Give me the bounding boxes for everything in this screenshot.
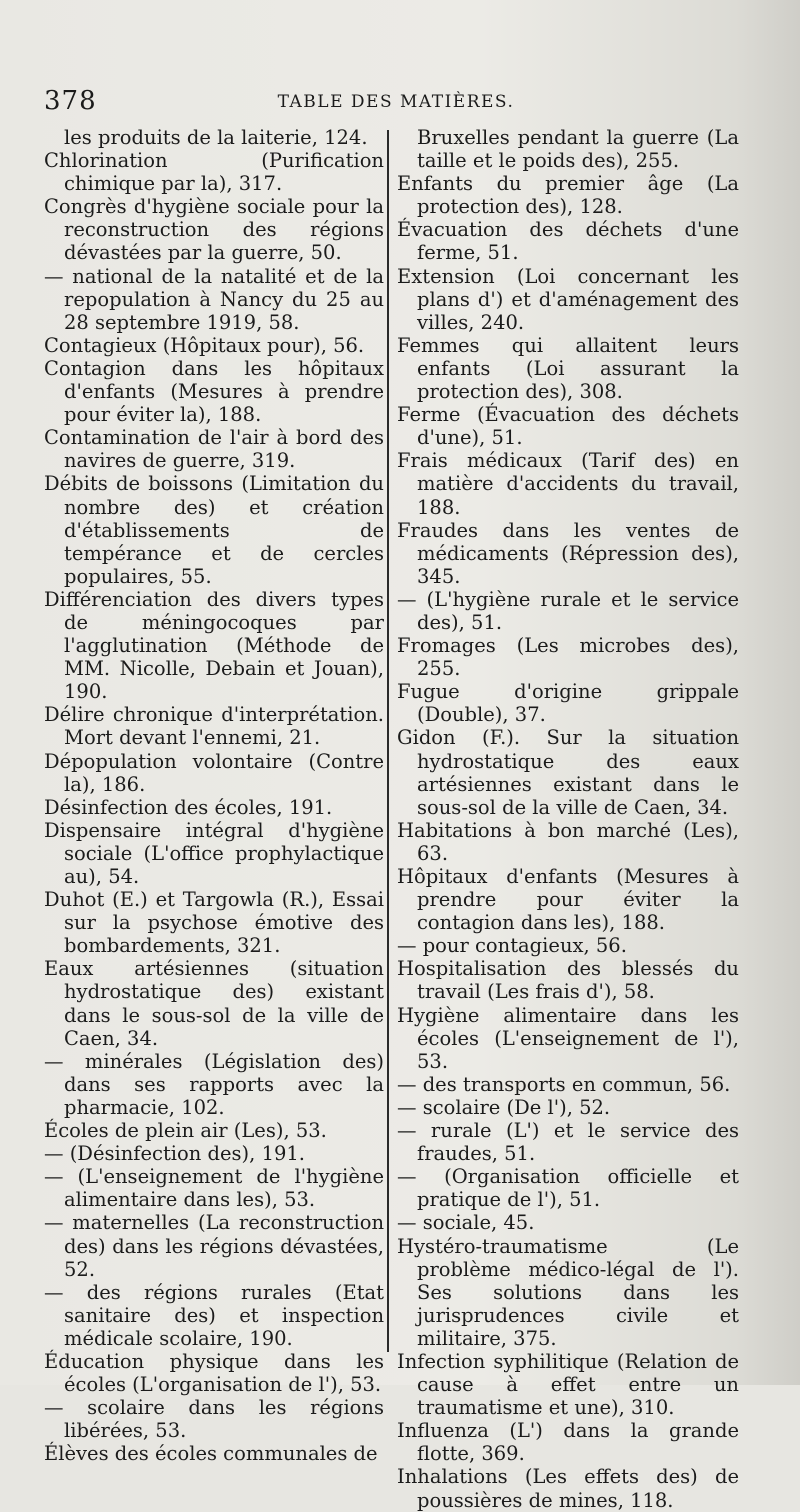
index-entry: — scolaire (De l'), 52.	[397, 1095, 611, 1119]
index-entry: — (Organisation officielle et pratique de l'), 51.	[397, 1165, 739, 1212]
index-entry: Dépopulation volontaire (Contre la), 186.	[44, 749, 384, 796]
index-entry: — national de la natalité et de la repopulation à Nancy du 25 au 28 septembre 1919, 58.	[44, 264, 384, 334]
index-entry: Extension (Loi concernant les plans d') et d'aménagement des villes, 240.	[397, 264, 739, 334]
running-title: TABLE DES MATIÈRES.	[277, 92, 515, 112]
index-entry: Fraudes dans les ventes de médicaments (Répression des), 345.	[397, 518, 739, 588]
index-entry: Ferme (Évacuation des déchets d'une), 51.	[397, 403, 739, 450]
index-entry: Gidon (F.). Sur la situation hydrostatique des eaux artésiennes existant dans le sous-sol de la ville de Caen, 34.	[397, 726, 739, 819]
index-column-left	[44, 126, 384, 1465]
index-entry: — scolaire dans les régions libérées, 53.	[44, 1396, 384, 1443]
index-entry: Hospitalisation des blessés du travail (Les frais d'), 58.	[397, 957, 739, 1004]
index-entry: — (L'hygiène rurale et le service des), 51.	[397, 587, 739, 634]
index-entry: Délire chronique d'interprétation. Mort devant l'ennemi, 21.	[44, 703, 384, 750]
index-entry: Infection syphilitique (Relation de cause à effet entre un traumatisme et une), 310.	[397, 1349, 739, 1420]
index-entry: — (L'enseignement de l'hygiène alimentaire dans les), 53.	[44, 1165, 384, 1212]
index-entry: Hystéro-traumatisme (Le problème médico-légal de l'). Ses solutions dans les jurisprudences civile et militaire, 375.	[397, 1234, 739, 1350]
index-entry: — maternelles (La reconstruction des) dans les régions dévastées, 52.	[44, 1211, 384, 1281]
index-entry: Éducation physique dans les écoles (L'organisation de l'), 53.	[44, 1349, 384, 1397]
index-entry: — minérales (Législation des) dans ses rapports avec la pharmacie, 102.	[44, 1049, 384, 1119]
index-entry: — pour contagieux, 56.	[397, 934, 627, 958]
index-entry: Dispensaire intégral d'hygiène sociale (L'office prophylactique au), 54.	[44, 818, 384, 888]
index-column-right	[397, 126, 739, 1512]
index-entry: — des transports en commun, 56.	[397, 1072, 731, 1096]
index-entry: Eaux artésiennes (situation hydrostatique des) existant dans le sous-sol de la ville de Caen, 34.	[44, 957, 384, 1050]
index-entry: Influenza (L') dans la grande flotte, 369.	[397, 1419, 739, 1466]
index-entry: Femmes qui allaitent leurs enfants (Loi assurant la protection des), 308.	[397, 333, 739, 404]
index-entry: Duhot (E.) et Targowla (R.), Essai sur la psychose émotive des bombardements, 321.	[44, 888, 384, 958]
index-entry: Frais médicaux (Tarif des) en matière d'accidents du travail, 188.	[397, 449, 739, 519]
index-entry: Hygiène alimentaire dans les écoles (L'enseignement de l'), 53.	[397, 1003, 739, 1073]
index-entry: Écoles de plein air (Les), 53.	[44, 1119, 327, 1143]
index-entry: — (Désinfection des), 191.	[44, 1142, 305, 1166]
index-entry: Fugue d'origine grippale (Double), 37.	[397, 680, 739, 727]
index-entry: — sociale, 45.	[397, 1211, 535, 1235]
index-entry: — des régions rurales (Etat sanitaire des) et inspection médicale scolaire, 190.	[44, 1280, 384, 1350]
index-entry: Fromages (Les microbes des), 255.	[397, 634, 739, 681]
index-entry: Hôpitaux d'enfants (Mesures à prendre pour éviter la contagion dans les), 188.	[397, 865, 739, 935]
index-entry: Bruxelles pendant la guerre (La taille et le poids des), 255.	[417, 126, 739, 173]
index-entry: Congrès d'hygiène sociale pour la reconstruction des régions dévastées par la guerre, 50.	[44, 195, 384, 265]
index-entry: Chlorination (Purification chimique par la), 317.	[44, 149, 384, 196]
index-entry: Évacuation des déchets d'une ferme, 51.	[397, 218, 739, 265]
index-entry: Enfants du premier âge (La protection des), 128.	[397, 172, 739, 219]
page-number: 378	[44, 86, 97, 116]
index-entry: Inhalations (Les effets des) de poussières de mines, 118.	[397, 1465, 739, 1512]
index-entry: les produits de la laiterie, 124.	[64, 126, 368, 149]
index-entry: Différenciation des divers types de méningocoques par l'agglutination (Méthode de MM. Nicolle, Debain et Jouan), 190.	[44, 587, 384, 704]
index-entry: — rurale (L') et le service des fraudes, 51.	[397, 1119, 739, 1166]
index-entry: Élèves des écoles communales de	[44, 1442, 378, 1466]
page-header	[44, 86, 748, 126]
index-entry: Débits de boissons (Limitation du nombre des) et création d'établissements de tempérance et de cercles populaires, 55.	[44, 472, 384, 588]
column-divider	[387, 130, 389, 1352]
index-entry: Contagieux (Hôpitaux pour), 56.	[44, 333, 365, 357]
index-entry: Contagion dans les hôpitaux d'enfants (Mesures à prendre pour éviter la), 188.	[44, 356, 384, 427]
index-entry: Désinfection des écoles, 191.	[44, 795, 333, 819]
index-entry: Contamination de l'air à bord des navires de guerre, 319.	[44, 426, 384, 473]
index-entry: Habitations à bon marché (Les), 63.	[397, 818, 739, 865]
